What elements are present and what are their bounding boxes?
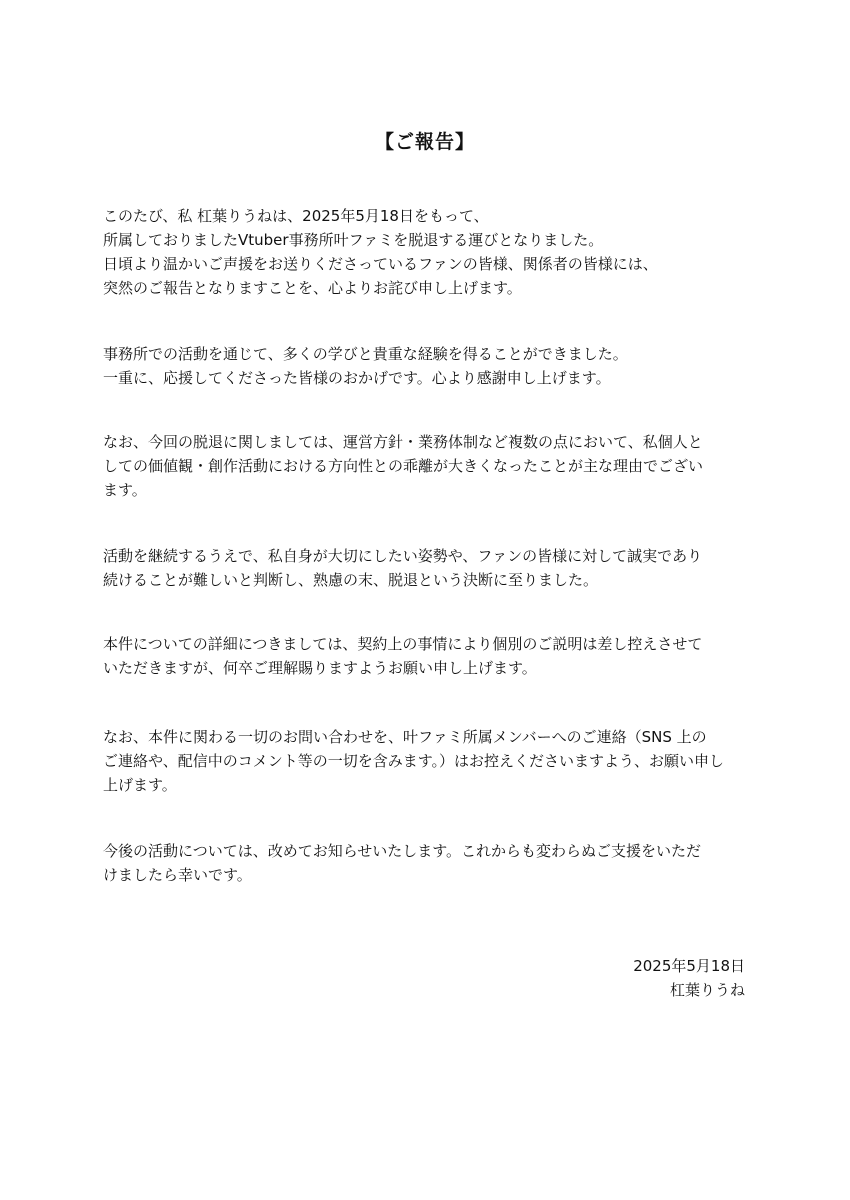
paragraph-line: しての価値観・創作活動における方向性との乖離が大きくなったことが主な理由でござい bbox=[103, 457, 704, 475]
paragraph-reason bbox=[103, 430, 763, 502]
paragraph-line: 日頃より温かいご声援をお送りくださっているファンの皆様、関係者の皆様には、 bbox=[103, 255, 658, 273]
paragraph-line: 本件についての詳細につきましては、契約上の事情により個別のご説明は差し控えさせて bbox=[103, 635, 703, 653]
paragraph-line: 突然のご報告となりますことを、心よりお詫び申し上げます。 bbox=[103, 279, 522, 297]
paragraph-line: 上げます。 bbox=[103, 776, 177, 794]
paragraph-line: 続けることが難しいと判断し、熟慮の末、脱退という決断に至りました。 bbox=[103, 571, 599, 589]
paragraph-gratitude bbox=[103, 342, 763, 390]
paragraph-line: 一重に、応援してくださった皆様のおかげです。心より感謝申し上げます。 bbox=[103, 369, 611, 387]
paragraph-inquiries bbox=[103, 725, 763, 797]
paragraph-decision bbox=[103, 544, 763, 592]
paragraph-details bbox=[103, 632, 763, 680]
closing-block bbox=[633, 954, 745, 1002]
paragraph-withdrawal-notice bbox=[103, 204, 763, 300]
paragraph-line: 事務所での活動を通じて、多くの学びと貴重な経験を得ることができました。 bbox=[103, 345, 628, 363]
paragraph-line: 活動を継続するうえで、私自身が大切にしたい姿勢や、ファンの皆様に対して誠実であり bbox=[103, 547, 703, 565]
paragraph-line: 所属しておりましたVtuber事務所叶ファミを脱退する運びとなりました。 bbox=[103, 231, 604, 249]
paragraph-line: ご連絡や、配信中のコメント等の一切を含みます。）はお控えくださいますよう、お願い申し bbox=[103, 752, 725, 770]
paragraph-line: なお、本件に関わる一切のお問い合わせを、叶ファミ所属メンバーへのご連絡（SNS 上の bbox=[103, 728, 707, 746]
paragraph-line: けましたら幸いです。 bbox=[103, 866, 252, 884]
closing-date: 2025年5月18日 bbox=[633, 957, 745, 975]
closing-signature: 杠葉りうね bbox=[669, 981, 745, 999]
announcement-title: 【ご報告】 bbox=[374, 131, 475, 153]
paragraph-line: なお、今回の脱退に関しましては、運営方針・業務体制など複数の点において、私個人と bbox=[103, 433, 703, 451]
paragraph-line: ます。 bbox=[103, 481, 147, 499]
paragraph-line: 今後の活動については、改めてお知らせいたします。これからも変わらぬご支援をいただ bbox=[103, 842, 702, 860]
paragraph-line: いただきますが、何卒ご理解賜りますようお願い申し上げます。 bbox=[103, 659, 537, 677]
paragraph-line: このたび、私 杠葉りうねは、2025年5月18日をもって、 bbox=[103, 207, 489, 225]
paragraph-future-activities bbox=[103, 839, 763, 887]
